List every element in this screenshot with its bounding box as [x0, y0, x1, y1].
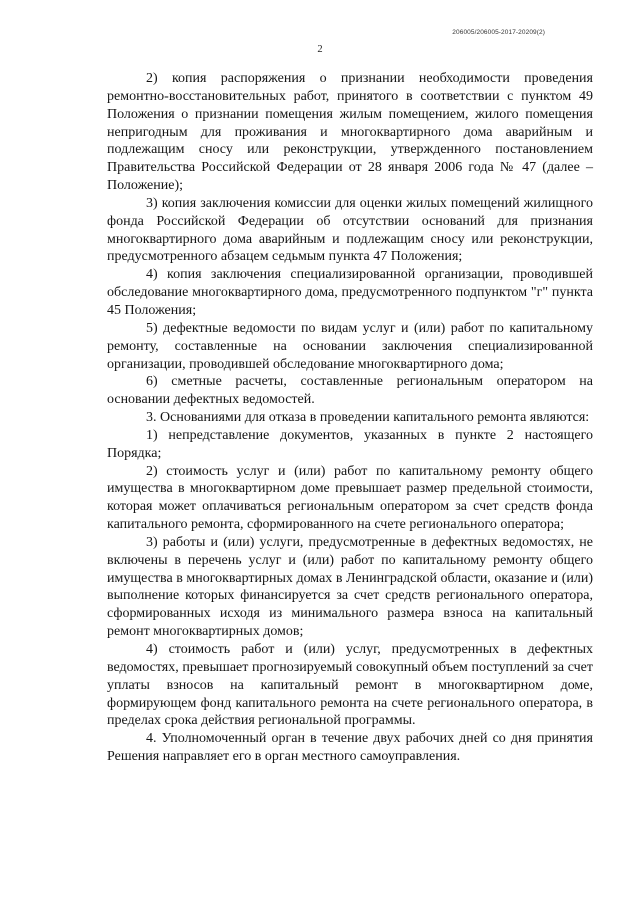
paragraph-section-3: 3. Основаниями для отказа в проведении капитального ремонта являются: — [146, 410, 590, 426]
document-body — [107, 70, 593, 766]
paragraph-refusal-3: 3) работы и (или) услуги, предусмотренные в дефектных ведомостях, не включены в перечень услуг и (или) работ по капитальному ремонту общего имущества в многоквартирных домах в Ленинградской области, оказание и (или) выполнение которых финансируется за счет средств регионального оператора, сформированных исходя из минимального размера взноса на капитальный ремонт многоквартирных домов; — [107, 534, 593, 640]
paragraph-item-2: 2) копия распоряжения о признании необходимости проведения ремонтно-восстановительных работ, принятого в соответствии с пунктом 49 Положения о признании помещения жилым помещением, жилого помещения непригодным для проживания и многоквартирного дома аварийным и подлежащим сносу или реконструкции, утвержденного постановлением Правительства Российской Федерации от 28 января 2006 года № 47 (далее – Положение); — [107, 71, 593, 194]
paragraph-refusal-4: 4) стоимость работ и (или) услуг, предусмотренных в дефектных ведомостях, превышает прогнозируемый совокупный объем поступлений за счет уплаты взносов на капитальный ремонт в многоквартирном доме, формирующем фонд капитального ремонта на счете регионального оператора, в пределах срока действия региональной программы. — [107, 642, 593, 729]
paragraph-refusal-2: 2) стоимость услуг и (или) работ по капитальному ремонту общего имущества в многоквартирном доме превышает размер предельной стоимости, которая может оплачиваться региональным оператором за счет средств фонда капитального ремонта, сформированного на счете регионального оператора; — [107, 463, 593, 533]
paragraph-item-5: 5) дефектные ведомости по видам услуг и (или) работ по капитальному ремонту, составленные на основании заключения специализированной организации, проводившей обследование многоквартирного дома; — [107, 320, 593, 372]
paragraph-item-3: 3) копия заключения комиссии для оценки жилых помещений жилищного фонда Российской Федерации об отсутствии оснований для признания многоквартирного дома аварийным и подлежащим сносу или реконструкции, предусмотренного абзацем седьмым пункта 47 Положения; — [107, 195, 593, 265]
paragraph-section-4: 4. Уполномоченный орган в течение двух рабочих дней со дня принятия Решения направляет его в орган местного самоуправления. — [107, 731, 593, 765]
page-number: 2 — [317, 44, 323, 55]
document-registration-code: 206005/206005-2017-20209(2) — [452, 29, 545, 36]
paragraph-item-6: 6) сметные расчеты, составленные региональным оператором на основании дефектных ведомостей. — [107, 374, 593, 408]
paragraph-item-4: 4) копия заключения специализированной организации, проводившей обследование многоквартирного дома, предусмотренного подпунктом "г" пункта 45 Положения; — [107, 267, 593, 318]
paragraph-refusal-1: 1) непредставление документов, указанных в пункте 2 настоящего Порядка; — [107, 427, 593, 461]
